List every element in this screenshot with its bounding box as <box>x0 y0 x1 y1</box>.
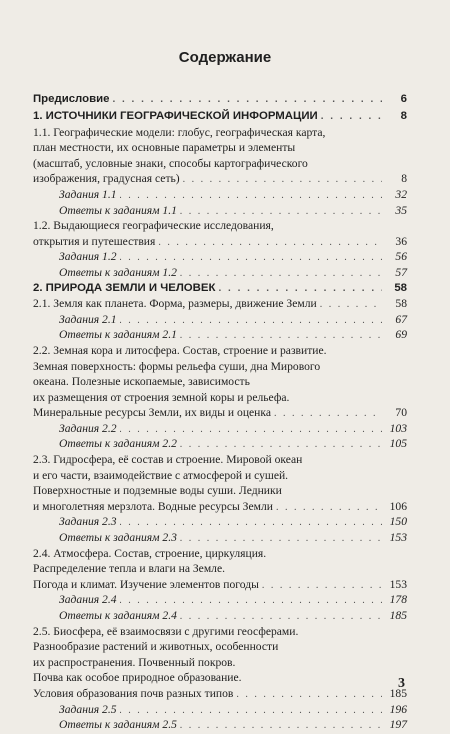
toc-entry-text: 2. ПРИРОДА ЗЕМЛИ И ЧЕЛОВЕК <box>33 281 216 294</box>
toc-entry <box>33 90 407 109</box>
toc-entry-text: Земная поверхность: формы рельефа суши, дна Мирового <box>33 359 321 373</box>
toc-entry-text: 2.3. Гидросфера, её состав и строение. Мировой океан <box>33 453 303 467</box>
toc-entry-text: Задания 2.3 <box>59 515 117 529</box>
toc-entry-page: 178 <box>389 593 407 607</box>
toc-entry-text: Условия образования почв разных типов <box>33 686 234 700</box>
toc-entry-text: Ответы к заданиям 2.3 <box>59 531 177 545</box>
toc-entry-page: 105 <box>389 437 407 451</box>
toc-entry-page: 57 <box>395 265 407 279</box>
toc-entry <box>33 203 407 219</box>
toc-entry <box>33 296 407 312</box>
toc-entry-text: Ответы к заданиям 2.1 <box>59 328 177 342</box>
toc-entry-text: Задания 2.5 <box>59 702 117 716</box>
toc-entry <box>33 140 407 156</box>
toc-entry <box>33 655 407 671</box>
toc-entry <box>33 639 407 655</box>
toc-entry <box>33 327 407 343</box>
toc-entry-text: Ответы к заданиям 1.1 <box>59 203 177 217</box>
toc-entry <box>33 499 407 515</box>
toc-entry <box>33 483 407 499</box>
toc-entry-page: 70 <box>395 406 407 420</box>
toc-entry-page: 8 <box>401 172 407 186</box>
toc-entry-page: 150 <box>389 515 407 529</box>
table-of-contents <box>33 90 407 733</box>
toc-entry <box>33 312 407 328</box>
toc-entry <box>33 218 407 234</box>
toc-entry-page: 106 <box>389 499 407 513</box>
dot-leader <box>183 172 382 188</box>
toc-entry-text: их размещения от строения земной коры и рельефа. <box>33 390 290 404</box>
toc-entry <box>33 405 407 421</box>
dot-leader <box>120 422 382 438</box>
toc-entry-text: 1.1. Географические модели: глобус, географическая карта, <box>33 125 326 139</box>
toc-entry-text: план местности, их основные параметры и элементы <box>33 141 296 155</box>
toc-entry-text: Задания 2.4 <box>59 593 117 607</box>
toc-entry-text: Задания 2.1 <box>59 312 117 326</box>
dot-leader <box>180 718 382 734</box>
toc-entry-text: Ответы к заданиям 2.4 <box>59 609 177 622</box>
toc-entry-text: Ответы к заданиям 1.2 <box>59 265 177 279</box>
toc-entry-page: 36 <box>395 234 407 248</box>
toc-entry-text: изображения, градусная сеть) <box>33 172 180 186</box>
dot-leader <box>262 578 382 594</box>
toc-entry <box>33 171 407 187</box>
dot-leader <box>180 531 382 547</box>
toc-entry <box>33 670 407 686</box>
toc-entry-page: 185 <box>389 686 407 700</box>
toc-entry <box>33 421 407 437</box>
page-number: 3 <box>398 676 405 691</box>
dot-leader <box>120 188 382 204</box>
toc-entry-page: 56 <box>395 250 407 264</box>
toc-entry-page: 8 <box>400 110 407 122</box>
toc-entry <box>33 187 407 203</box>
toc-entry-page: 185 <box>389 609 407 622</box>
toc-entry <box>33 624 407 640</box>
toc-entry-page: 103 <box>389 421 407 435</box>
dot-leader <box>120 313 382 329</box>
toc-entry <box>33 156 407 172</box>
toc-entry <box>33 468 407 484</box>
toc-entry <box>33 359 407 375</box>
dot-leader <box>180 266 382 282</box>
toc-entry-page: 153 <box>389 531 407 545</box>
toc-entry-text: Минеральные ресурсы Земли, их виды и оценка <box>33 406 271 420</box>
toc-entry-text: их распространения. Почвенный покров. <box>33 655 236 669</box>
toc-entry-text: 2.4. Атмосфера. Состав, строение, циркуляция. <box>33 546 267 560</box>
toc-entry-text: 1.2. Выдающиеся географические исследования, <box>33 219 274 233</box>
toc-entry <box>33 343 407 359</box>
toc-entry-text: Предисловие <box>33 93 110 105</box>
toc-entry-text: и его части, взаимодействие с атмосферой и сушей. <box>33 468 289 482</box>
toc-entry <box>33 546 407 562</box>
toc-entry <box>33 234 407 250</box>
toc-entry-text: Задания 1.2 <box>59 250 117 264</box>
toc-entry-text: Задания 1.1 <box>59 187 117 201</box>
toc-entry <box>33 281 407 297</box>
toc-entry-text: Погода и климат. Изучение элементов погоды <box>33 577 259 591</box>
toc-entry <box>33 592 407 608</box>
toc-entry-text: (масштаб, условные знаки, способы картографического <box>33 156 308 170</box>
toc-entry-text: Ответы к заданиям 2.5 <box>59 718 177 732</box>
dot-leader <box>274 406 382 422</box>
toc-entry <box>33 717 407 733</box>
toc-entry <box>33 265 407 281</box>
toc-entry-text: 2.2. Земная кора и литосфера. Состав, строение и развитие. <box>33 343 327 357</box>
dot-leader <box>321 109 382 125</box>
toc-entry <box>33 686 407 702</box>
toc-entry <box>33 109 407 125</box>
dot-leader <box>180 437 382 453</box>
dot-leader <box>236 687 382 703</box>
dot-leader <box>120 703 382 719</box>
dot-leader <box>218 281 382 297</box>
toc-entry-text: океана. Полезные ископаемые, зависимость <box>33 375 250 389</box>
toc-entry <box>33 436 407 452</box>
dot-leader <box>120 515 382 531</box>
toc-entry <box>33 514 407 530</box>
toc-entry-text: Разнообразие растений и животных, особенности <box>33 640 279 654</box>
toc-entry-text: 1. ИСТОЧНИКИ ГЕОГРАФИЧЕСКОЙ ИНФОРМАЦИИ <box>33 110 318 122</box>
toc-entry <box>33 249 407 265</box>
dot-leader <box>120 593 382 609</box>
toc-entry-page: 6 <box>400 93 407 105</box>
toc-entry <box>33 390 407 406</box>
toc-entry-text: открытия и путешествия <box>33 234 156 248</box>
toc-entry-text: 2.5. Биосфера, её взаимосвязи с другими геосферами. <box>33 624 299 638</box>
toc-entry <box>33 561 407 577</box>
toc-entry-page: 58 <box>395 297 407 311</box>
dot-leader <box>180 204 382 220</box>
toc-entry-text: Поверхностные и подземные воды суши. Ледники <box>33 484 282 498</box>
toc-entry-text: и многолетняя мерзлота. Водные ресурсы Земли <box>33 499 273 513</box>
toc-entry-page: 32 <box>395 187 407 201</box>
toc-entry-page: 69 <box>395 328 407 342</box>
toc-entry-text: Почва как особое природное образование. <box>33 671 242 685</box>
toc-entry-page: 197 <box>389 718 407 732</box>
toc-entry-page: 35 <box>395 203 407 217</box>
toc-entry-page: 67 <box>395 312 407 326</box>
toc-entry-text: Ответы к заданиям 2.2 <box>59 437 177 451</box>
toc-entry-text: Задания 2.2 <box>59 421 117 435</box>
dot-leader <box>112 90 382 109</box>
toc-entry <box>33 374 407 390</box>
toc-entry <box>33 577 407 593</box>
toc-entry-page: 58 <box>394 281 407 294</box>
dot-leader <box>180 328 382 344</box>
toc-entry <box>33 125 407 141</box>
page-title: Содержание <box>178 49 272 66</box>
dot-leader <box>276 500 382 516</box>
toc-entry-text: Распределение тепла и влаги на Земле. <box>33 562 225 576</box>
dot-leader <box>320 297 382 313</box>
dot-leader <box>180 609 382 625</box>
toc-entry-page: 196 <box>389 702 407 716</box>
toc-entry <box>33 530 407 546</box>
dot-leader <box>120 250 382 266</box>
toc-entry <box>33 702 407 718</box>
toc-entry-text: 2.1. Земля как планета. Форма, размеры, движение Земли <box>33 297 317 311</box>
toc-entry <box>33 608 407 624</box>
toc-entry <box>33 452 407 468</box>
toc-entry-page: 153 <box>389 577 407 591</box>
dot-leader <box>158 235 382 251</box>
